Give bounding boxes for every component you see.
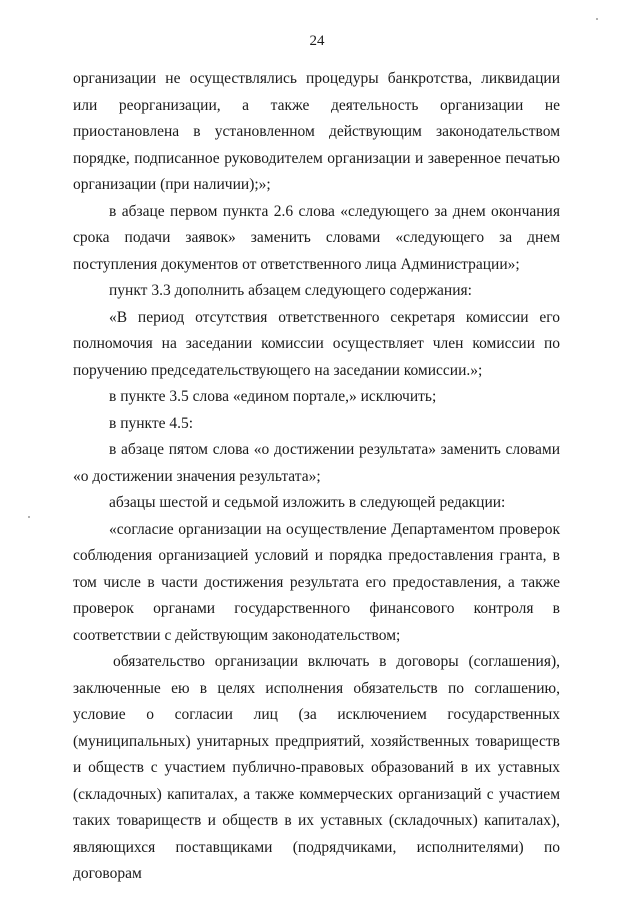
paragraph: обязательство организации включать в договоры (соглашения), заключенные ею в целях исполнения обязательств по соглашению, условие о согласии лиц (за исключением государственных (муниципальных) унитарных предприятий, хозяйственных товариществ и обществ с участием публично-правовых образований в их уставных (складочных) капиталах, а также коммерческих организаций с участием таких товариществ и обществ в их уставных (складочных) капиталах), являющихся поставщиками (подрядчиками, исполнителями) по договорам — [73, 653, 560, 882]
paragraph: «В период отсутствия ответственного секретаря комиссии его полномочия на заседании комиссии осуществляет член комиссии по поручению председательствующего на заседании комиссии.»; — [73, 308, 560, 379]
paragraph: организации не осуществлялись процедуры банкротства, ликвидации или реорганизации, а также деятельность организации не приостановлена в установленном действующим законодательством порядке, подписанное руководителем организации и заверенное печатью организации (при наличии);»; — [73, 70, 560, 193]
paragraph: в пункте 4.5: — [109, 414, 194, 432]
paragraph: абзацы шестой и седьмой изложить в следующей редакции: — [109, 494, 506, 511]
document-body — [73, 66, 560, 888]
paragraph: в пункте 3.5 слова «едином портале,» исключить; — [109, 388, 437, 405]
page-number: 24 — [309, 33, 325, 49]
paragraph: «согласие организации на осуществление Департаментом проверок соблюдения организацией условий и порядка предоставления гранта, в том числе в части достижения результата его предоставления, а также проверок органами государственного финансового контроля в соответствии с действующим законодательством; — [73, 520, 560, 644]
paragraph: в абзаце пятом слова «о достижении результата» заменить словами «о достижении значения результата»; — [73, 441, 560, 485]
scan-speck — [596, 18, 598, 20]
scan-speck — [28, 516, 30, 518]
paragraph: в абзаце первом пункта 2.6 слова «следующего за днем окончания срока подачи заявок» заменить словами «следующего за днем поступления документов от ответственного лица Администрации»; — [73, 202, 560, 273]
paragraph: пункт 3.3 дополнить абзацем следующего содержания: — [109, 282, 472, 299]
